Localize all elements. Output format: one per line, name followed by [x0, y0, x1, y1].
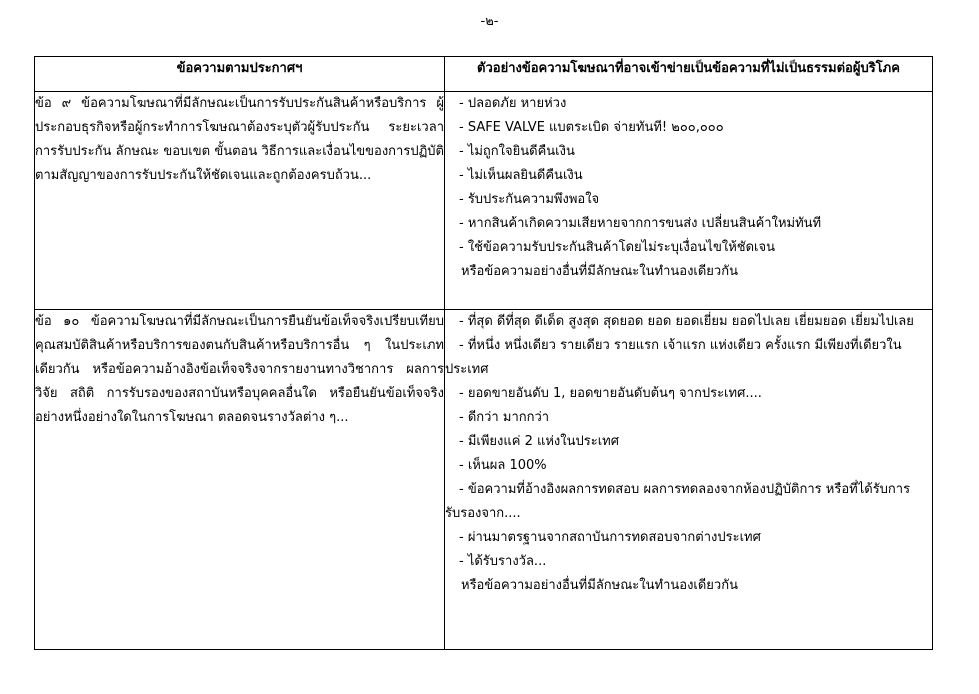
example-item: - ดีกว่า มากกว่า — [459, 410, 550, 425]
example-item: - ยอดขายอันดับ 1, ยอดขายอันดับต้นๆ จากประเทศ.... — [459, 386, 762, 401]
page-number: -๒- — [480, 14, 499, 29]
example-item: - ปลอดภัย หายห่วง — [459, 96, 567, 111]
example-item: - ที่สุด ดีที่สุด ดีเด็ด สูงสุด สุดยอด ยอด ยอดเยี่ยม ยอดไปเลย เยี่ยมยอด เยี่ยมไปเลย — [459, 314, 914, 329]
example-item: - หากสินค้าเกิดความเสียหายจากการขนส่ง เปลี่ยนสินค้าใหม่ทันที — [459, 216, 822, 231]
example-item: - ข้อความที่อ้างอิงผลการทดสอบ ผลการทดลองจากห้องปฏิบัติการ หรือที่ได้รับการรับรองจาก.... — [445, 482, 911, 521]
header-example-ads: ตัวอย่างข้อความโฆษณาที่อาจเข้าข่ายเป็นข้อความที่ไม่เป็นธรรมต่อผู้บริโภค — [445, 57, 933, 92]
examples-summary: หรือข้อความอย่างอื่นที่มีลักษณะในทำนองเดียวกัน — [461, 264, 738, 279]
example-item: - ที่หนึ่ง หนึ่งเดียว รายเดียว รายแรก เจ้าแรก แห่งเดียว ครั้งแรก มีเพียงที่เดียวในประเทศ — [445, 338, 902, 377]
example-item: - ไม่ถูกใจยินดีคืนเงิน — [459, 144, 575, 159]
regulation-table — [34, 56, 933, 650]
example-item: - รับประกันความพึงพอใจ — [459, 192, 600, 207]
clause-10-examples — [445, 310, 933, 650]
examples-summary: หรือข้อความอย่างอื่นที่มีลักษณะในทำนองเดียวกัน — [461, 578, 738, 593]
example-item: - ได้รับรางวัล... — [459, 554, 547, 569]
header-announcement-text: ข้อความตามประกาศฯ — [35, 57, 445, 92]
example-item: - ผ่านมาตรฐานจากสถาบันการทดสอบจากต่างประเทศ — [459, 530, 761, 545]
example-item: - SAFE VALVE แบตระเบิด จ่ายทันที! ๒๐๐,๐๐๐ — [459, 120, 724, 135]
table-row — [35, 92, 933, 310]
example-item: - มีเพียงแค่ 2 แห่งในประเทศ — [459, 434, 619, 449]
example-item: - ใช้ข้อความรับประกันสินค้าโดยไม่ระบุเงื่อนไขให้ชัดเจน — [459, 240, 775, 255]
example-item: - ไม่เห็นผลยินดีคืนเงิน — [459, 168, 583, 183]
table-header-row — [35, 57, 933, 92]
table-row — [35, 310, 933, 650]
clause-9-examples — [445, 92, 933, 310]
example-item: - เห็นผล 100% — [459, 458, 547, 473]
clause-9-text: ข้อ ๙ ข้อความโฆษณาที่มีลักษณะเป็นการรับประกันสินค้าหรือบริการ ผู้ประกอบธุรกิจหรือผู้กระทำการโฆษณาต้องระบุตัวผู้รับประกัน ระยะเวลาการรับประกัน ลักษณะ ขอบเขต ขั้นตอน วิธีการและเงื่อนไขของการปฏิบัติตามสัญญาของการรับประกันให้ชัดเจนและถูกต้องครบถ้วน... — [35, 92, 445, 310]
clause-10-text: ข้อ ๑๐ ข้อความโฆษณาที่มีลักษณะเป็นการยืนยันข้อเท็จจริงเปรียบเทียบคุณสมบัติสินค้าหรือบริการของตนกับสินค้าหรือบริการอื่น ๆ ในประเภทเดียวกัน หรือข้อความอ้างอิงข้อเท็จจริงจากรายงานทางวิชาการ ผลการวิจัย สถิติ การรับรองของสถาบันหรือบุคคลอื่นใด หรือยืนยันข้อเท็จจริงอย่างหนึ่งอย่างใดในการโฆษณา ตลอดจนรางวัลต่าง ๆ... — [35, 310, 445, 650]
